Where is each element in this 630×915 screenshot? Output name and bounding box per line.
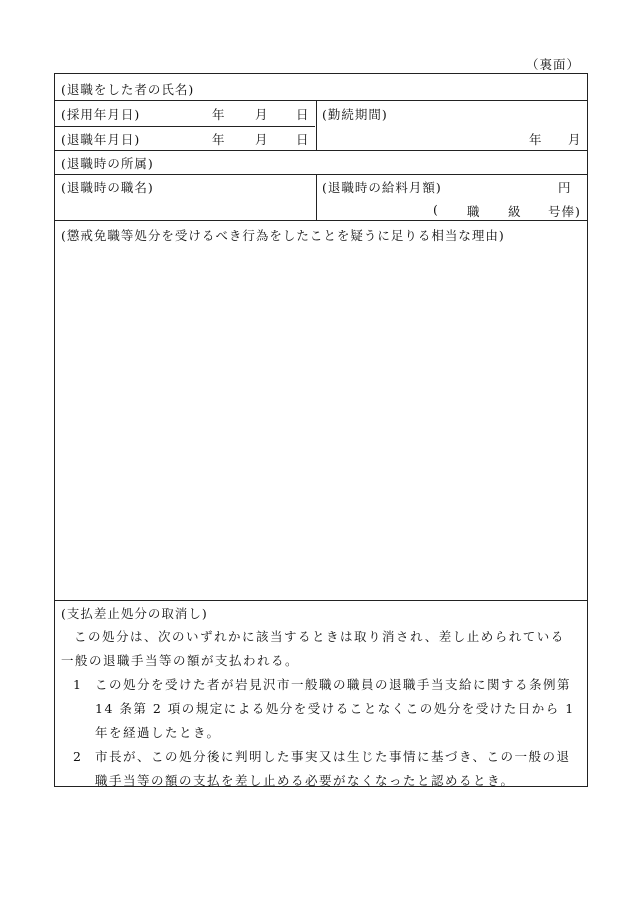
grade-kyu-unit: 級 [508,204,522,219]
salary-label: (退職時の給料月額) [322,180,442,195]
service-month-unit: 月 [568,132,582,147]
list-item-text: 市長が、この処分後に判明した事実又は生じた事情に基づき、この一般の退職手当等の額の支払を差し止める必要がなくなったと認めるとき。 [95,749,571,788]
row-divider [55,150,587,151]
row-divider [55,220,587,221]
row-divider [55,100,587,101]
name-label: (退職をした者の氏名) [61,82,195,97]
retire-day-unit: 日 [296,132,310,147]
reason-label: (懲戒免職等処分を受けるべき行為をしたことを疑うに足りる相当な理由) [61,228,505,243]
list-item-number: 2 [73,749,83,764]
row-divider [55,600,587,601]
retirement-allowance-form [54,73,588,787]
hire-date-label: (採用年月日) [61,107,141,122]
hire-year-unit: 年 [212,107,226,122]
grade-open-paren: ( [433,202,439,217]
column-divider [316,174,317,220]
hire-day-unit: 日 [296,107,310,122]
department-label: (退職時の所属) [61,156,154,171]
yen-unit: 円 [558,180,572,195]
hire-month-unit: 月 [255,107,269,122]
list-item-number: 1 [73,677,83,692]
list-item-text: この処分を受けた者が岩見沢市一般職の職員の退職手当支給に関する条例第 14 条第 2 項の規定による処分を受けることなくこの処分を受けた日から 1 年を経過したとき。 [95,677,575,740]
cancel-section-label: (支払差止処分の取消し) [61,606,208,621]
service-year-unit: 年 [529,132,543,147]
list-item [73,673,577,745]
retire-year-unit: 年 [212,132,226,147]
grade-shoku-unit: 職 [467,204,481,219]
cancel-intro: この処分は、次のいずれかに該当するときは取り消され、差し止められている一般の退職手当等の額が支払われる。 [61,629,565,668]
row-divider [55,174,587,175]
list-item [73,745,577,793]
column-divider [316,100,317,150]
page-label: （裏面） [525,57,580,72]
retire-date-label: (退職年月日) [61,132,141,147]
row-divider [55,126,315,127]
service-period-label: (勤続期間) [322,107,388,122]
grade-gohou-unit: 号俸) [548,204,581,219]
retire-month-unit: 月 [255,132,269,147]
position-label: (退職時の職名) [61,180,154,195]
